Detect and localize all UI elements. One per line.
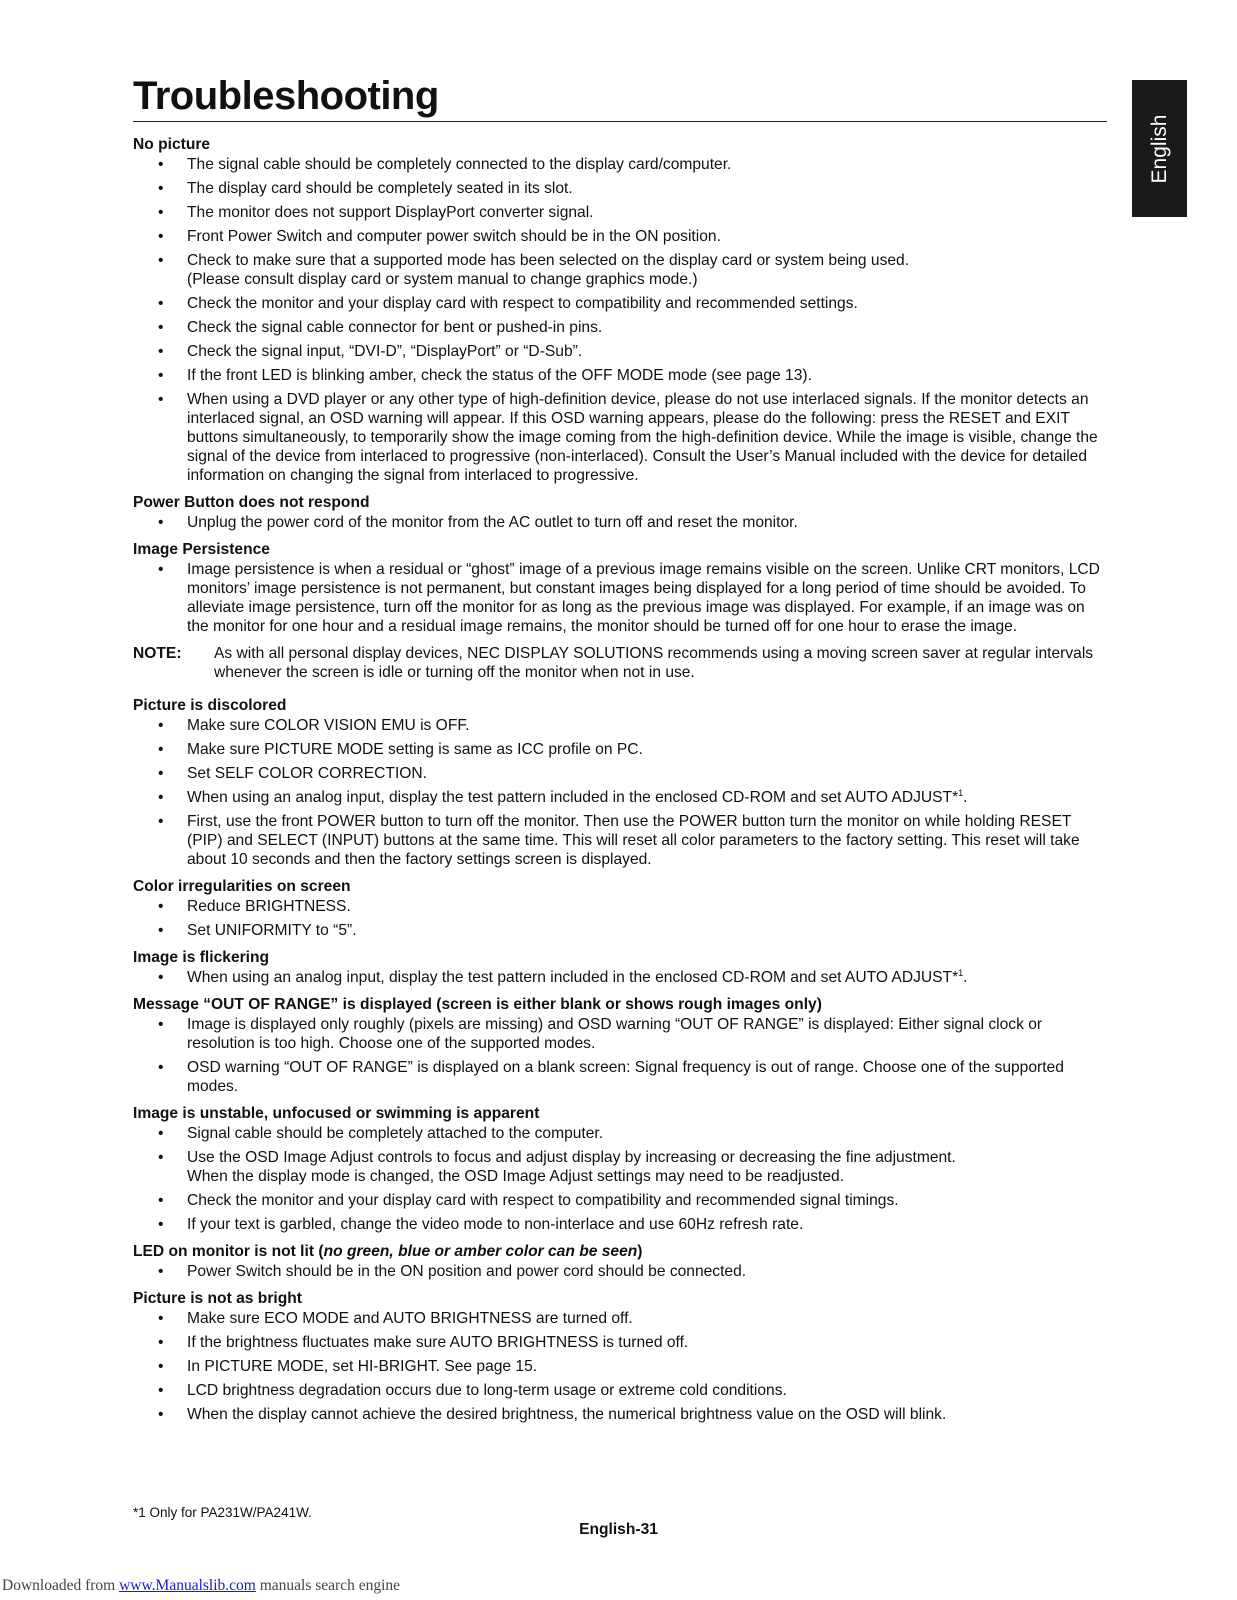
list-item: • Image is displayed only roughly (pixels are missing) and OSD warning “OUT OF RANGE” is displayed: Either signal clock or resolution is too high. Choose one of the supported modes. bbox=[133, 1015, 1108, 1053]
list-item: • Image persistence is when a residual or “ghost” image of a previous image remains visible on the screen. Unlike CRT monitors, LCD monitors’ image persistence is not permanent, but constant images being displayed for a long period of time should be avoided. To alleviate image persistence, turn off the monitor for as long as the previous image was displayed. For example, if an image was on the monitor for one hour and a residual image remains, the monitor should be turned off for one hour to erase the image. bbox=[133, 560, 1108, 636]
bullet-list bbox=[133, 1309, 1108, 1424]
section-heading: Image is flickering bbox=[133, 949, 270, 966]
list-item-text: When using an analog input, display the test pattern included in the enclosed CD-ROM and set AUTO ADJUST* bbox=[187, 789, 959, 806]
footnote-marker: 1 bbox=[958, 787, 964, 798]
list-item: • The monitor does not support DisplayPort converter signal. bbox=[133, 203, 1108, 222]
list-item: • Check the signal input, “DVI-D”, “DisplayPort” or “D-Sub”. bbox=[133, 342, 1108, 361]
list-item-period: . bbox=[963, 969, 968, 986]
list-item: • First, use the front POWER button to turn off the monitor. Then use the POWER button turn the monitor on while holding RESET (PIP) and SELECT (INPUT) buttons at the same time. This will reset all color parameters to the factory setting. This reset will take about 10 seconds and then the factory settings screen is displayed. bbox=[133, 812, 1108, 869]
heading-start: LED on monitor is not lit ( bbox=[133, 1243, 324, 1260]
heading-italic: no green, blue or amber color can be seen bbox=[323, 1243, 638, 1260]
list-item-period: . bbox=[963, 789, 968, 806]
list-item: • Make sure PICTURE MODE setting is same as ICC profile on PC. bbox=[133, 740, 1108, 759]
section-no-picture bbox=[133, 135, 1108, 485]
section-flickering bbox=[133, 948, 1108, 987]
bullet-list bbox=[133, 155, 1108, 485]
section-heading: Picture is discolored bbox=[133, 697, 287, 714]
note-text: As with all personal display devices, NEC DISPLAY SOLUTIONS recommends using a moving screen saver at regular intervals whenever the screen is idle or turning off the monitor when not in use. bbox=[214, 645, 1094, 681]
list-item: • Check the monitor and your display card with respect to compatibility and recommended signal timings. bbox=[133, 1191, 1108, 1210]
section-image-persistence bbox=[133, 540, 1108, 636]
list-item: • Reduce BRIGHTNESS. bbox=[133, 897, 1108, 916]
heading-end: ) bbox=[637, 1243, 643, 1260]
list-item: • The display card should be completely seated in its slot. bbox=[133, 179, 1108, 198]
bullet-list bbox=[133, 716, 1108, 869]
list-item: • Front Power Switch and computer power switch should be in the ON position. bbox=[133, 227, 1108, 246]
section-heading: Image Persistence bbox=[133, 541, 270, 558]
bullet-list bbox=[133, 968, 1108, 987]
manualslib-link[interactable]: www.Manualslib.com bbox=[119, 1577, 256, 1594]
list-item: • When the display cannot achieve the desired brightness, the numerical brightness value on the OSD will blink. bbox=[133, 1405, 1108, 1424]
list-item: • If the brightness fluctuates make sure AUTO BRIGHTNESS is turned off. bbox=[133, 1333, 1108, 1352]
troubleshooting-content bbox=[133, 135, 1108, 1432]
footnote-marker: 1 bbox=[958, 967, 964, 978]
list-item: • Unplug the power cord of the monitor from the AC outlet to turn off and reset the monitor. bbox=[133, 513, 1108, 532]
section-not-bright bbox=[133, 1289, 1108, 1424]
section-heading: Message “OUT OF RANGE” is displayed (screen is either blank or shows rough images only) bbox=[133, 996, 822, 1013]
list-item bbox=[133, 788, 1108, 807]
bullet-list bbox=[133, 1262, 1108, 1281]
list-item: • Make sure ECO MODE and AUTO BRIGHTNESS are turned off. bbox=[133, 1309, 1108, 1328]
bullet-list bbox=[133, 897, 1108, 940]
list-item: • Use the OSD Image Adjust controls to focus and adjust display by increasing or decreasing the fine adjustment. When the display mode is changed, the OSD Image Adjust settings may need to be readjusted. bbox=[133, 1148, 1108, 1186]
section-out-of-range bbox=[133, 995, 1108, 1096]
section-unstable bbox=[133, 1104, 1108, 1234]
section-heading: Picture is not as bright bbox=[133, 1290, 302, 1307]
list-item: • The signal cable should be completely connected to the display card/computer. bbox=[133, 155, 1108, 174]
page-number: English-31 bbox=[579, 1521, 658, 1538]
download-footer bbox=[2, 1577, 400, 1595]
list-item-text: When using an analog input, display the test pattern included in the enclosed CD-ROM and set AUTO ADJUST* bbox=[187, 969, 959, 986]
list-item: • Signal cable should be completely attached to the computer. bbox=[133, 1124, 1108, 1143]
list-item: • LCD brightness degradation occurs due to long-term usage or extreme cold conditions. bbox=[133, 1381, 1108, 1400]
list-item: • Check the monitor and your display card with respect to compatibility and recommended settings. bbox=[133, 294, 1108, 313]
footnote: *1 Only for PA231W/PA241W. bbox=[133, 1505, 312, 1520]
section-color-irregularities bbox=[133, 877, 1108, 940]
list-item: • Set UNIFORMITY to “5”. bbox=[133, 921, 1108, 940]
list-item: • Check to make sure that a supported mode has been selected on the display card or system being used. (Please consult display card or system manual to change graphics mode.) bbox=[133, 251, 1108, 289]
list-item: • Check the signal cable connector for bent or pushed-in pins. bbox=[133, 318, 1108, 337]
list-item: • Power Switch should be in the ON position and power cord should be connected. bbox=[133, 1262, 1108, 1281]
language-tab-label: English bbox=[1147, 114, 1171, 183]
section-heading: Color irregularities on screen bbox=[133, 878, 351, 895]
section-heading: Power Button does not respond bbox=[133, 494, 370, 511]
note-label: NOTE: bbox=[133, 645, 182, 662]
download-suffix: manuals search engine bbox=[255, 1577, 401, 1594]
section-power-button bbox=[133, 493, 1108, 532]
section-heading: Image is unstable, unfocused or swimming is apparent bbox=[133, 1105, 540, 1122]
section-led-not-lit bbox=[133, 1242, 1108, 1281]
list-item: • OSD warning “OUT OF RANGE” is displayed on a blank screen: Signal frequency is out of range. Choose one of the supported modes. bbox=[133, 1058, 1108, 1096]
list-item: • If the front LED is blinking amber, check the status of the OFF MODE mode (see page 13). bbox=[133, 366, 1108, 385]
section-discolored bbox=[133, 696, 1108, 869]
bullet-list bbox=[133, 1015, 1108, 1096]
section-heading: No picture bbox=[133, 136, 211, 153]
download-prefix: Downloaded from bbox=[2, 1577, 120, 1594]
list-item: • Set SELF COLOR CORRECTION. bbox=[133, 764, 1108, 783]
list-item: • When using a DVD player or any other type of high-definition device, please do not use interlaced signals. If the monitor detects an interlaced signal, an OSD warning will appear. If this OSD warning appears, please do the following: press the RESET and EXIT buttons simultaneously, to temporarily show the image coming from the high-definition device. While the image is visible, change the signal of the device from interlaced to progressive (non-interlaced). Consult the User’s Manual included with the device for detailed information on changing the signal from interlaced to progressive. bbox=[133, 390, 1108, 485]
page-title: Troubleshooting bbox=[133, 74, 439, 118]
list-item: • Make sure COLOR VISION EMU is OFF. bbox=[133, 716, 1108, 735]
bullet-list bbox=[133, 1124, 1108, 1234]
language-tab bbox=[1132, 80, 1187, 217]
note-block bbox=[133, 644, 1108, 682]
title-divider bbox=[133, 121, 1107, 122]
bullet-list bbox=[133, 560, 1108, 636]
list-item: • If your text is garbled, change the video mode to non-interlace and use 60Hz refresh rate. bbox=[133, 1215, 1108, 1234]
list-item: • In PICTURE MODE, set HI-BRIGHT. See page 15. bbox=[133, 1357, 1108, 1376]
bullet-list bbox=[133, 513, 1108, 532]
list-item bbox=[133, 968, 1108, 987]
section-heading bbox=[133, 1242, 1108, 1261]
